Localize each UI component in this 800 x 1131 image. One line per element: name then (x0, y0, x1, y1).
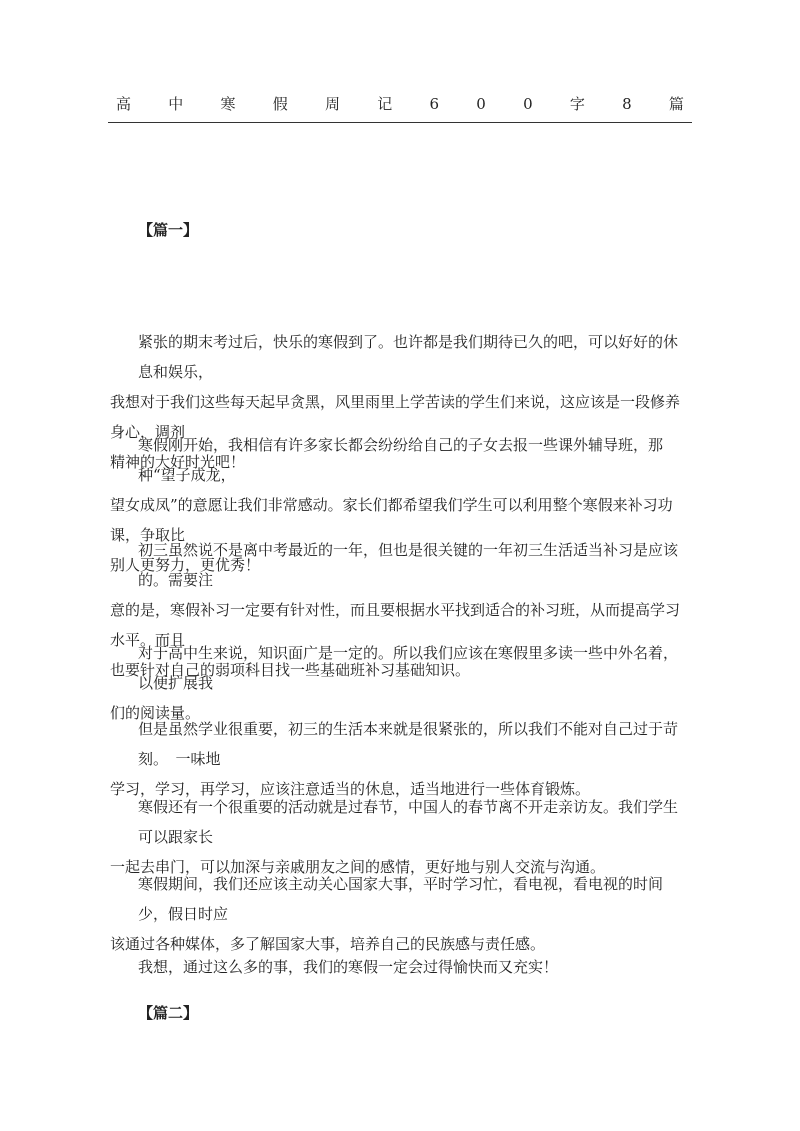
paragraph-line: 一起去串门，可以加深与亲戚朋友之间的感情，更好地与别人交流与沟通。 (110, 858, 606, 876)
paragraph-line: 别人更努力，更优秀！ (110, 556, 261, 574)
paragraph-line: 但是虽然学业很重要，初三的生活本来就是很紧张的，所以我们不能对自己过于苛刻。 一味地 (138, 720, 679, 768)
paragraph-line: 们的阅读量。 (110, 704, 201, 722)
paragraph-line: 寒假期间，我们还应该主动关心国家大事，平时学习忙，看电视，看电视的时间少，假日时应 (138, 875, 664, 923)
title-char: 篇 (668, 95, 684, 113)
paragraph-line: 意的是，寒假补习一定要有针对性，而且要根据水平找到适合的补习班，从而提高学习水平。而且 (110, 601, 681, 649)
title-char: 寒 (220, 95, 236, 113)
paragraph-7 (110, 869, 689, 959)
section-heading-2: 【篇二】 (138, 1004, 199, 1022)
paragraph-line: 该通过各种媒体，多了解国家大事，培养自己的民族感与责任感。 (110, 935, 546, 953)
paragraph-line: 寒假还有一个很重要的活动就是过春节，中国人的春节离不开走亲访友。我们学生可以跟家长 (138, 798, 679, 846)
paragraph-line: 精神的大好时光吧！ (110, 453, 246, 471)
page-title (108, 94, 692, 114)
title-char: 中 (168, 95, 184, 113)
title-char: 记 (377, 95, 393, 113)
paragraph-line: 学习，学习，再学习，应该注意适当的休息，适当地进行一些体育锻炼。 (110, 780, 591, 798)
section-heading-1: 【篇一】 (138, 221, 199, 239)
paragraph-5 (110, 714, 689, 804)
paragraph-line: 也要针对自己的弱项科目找一些基础班补习基础知识。 (110, 661, 471, 679)
paragraph-line: 望女成凤”的意愿让我们非常感动。家长们都希望我们学生可以利用整个寒假来补习功课，争取比 (110, 496, 673, 544)
title-char: 8 (622, 95, 632, 113)
title-char: 周 (325, 95, 341, 113)
title-char: 6 (429, 95, 440, 113)
paragraph-8 (110, 952, 689, 982)
title-char: 0 (476, 95, 486, 113)
paragraph-line: 我想，通过这么多的事，我们的寒假一定会过得愉快而又充实！ (138, 958, 559, 976)
paragraph-line: 寒假刚开始，我相信有许多家长都会纷纷给自己的子女去报一些课外辅导班，那种“望子成龙， (138, 436, 664, 484)
page-header (108, 94, 692, 123)
paragraph-line: 对于高中生来说，知识面广是一定的。所以我们应该在寒假里多读一些中外名着，以便扩展我 (138, 644, 679, 692)
title-char: 高 (116, 95, 132, 113)
paragraph-line: 紧张的期末考过后，快乐的寒假到了。也许都是我们期待已久的吧，可以好好的休息和娱乐， (138, 333, 679, 381)
paragraph-line: 我想对于我们这些每天起早贪黑，风里雨里上学苦读的学生们来说，这应该是一段修养身心，调剂 (110, 393, 681, 441)
title-char: 假 (272, 95, 288, 113)
title-char: 字 (569, 95, 585, 113)
title-char: 0 (523, 95, 533, 113)
paragraph-line: 初三虽然说不是离中考最近的一年，但也是很关键的一年初三生活适当补习是应该的。需要注 (138, 541, 679, 589)
